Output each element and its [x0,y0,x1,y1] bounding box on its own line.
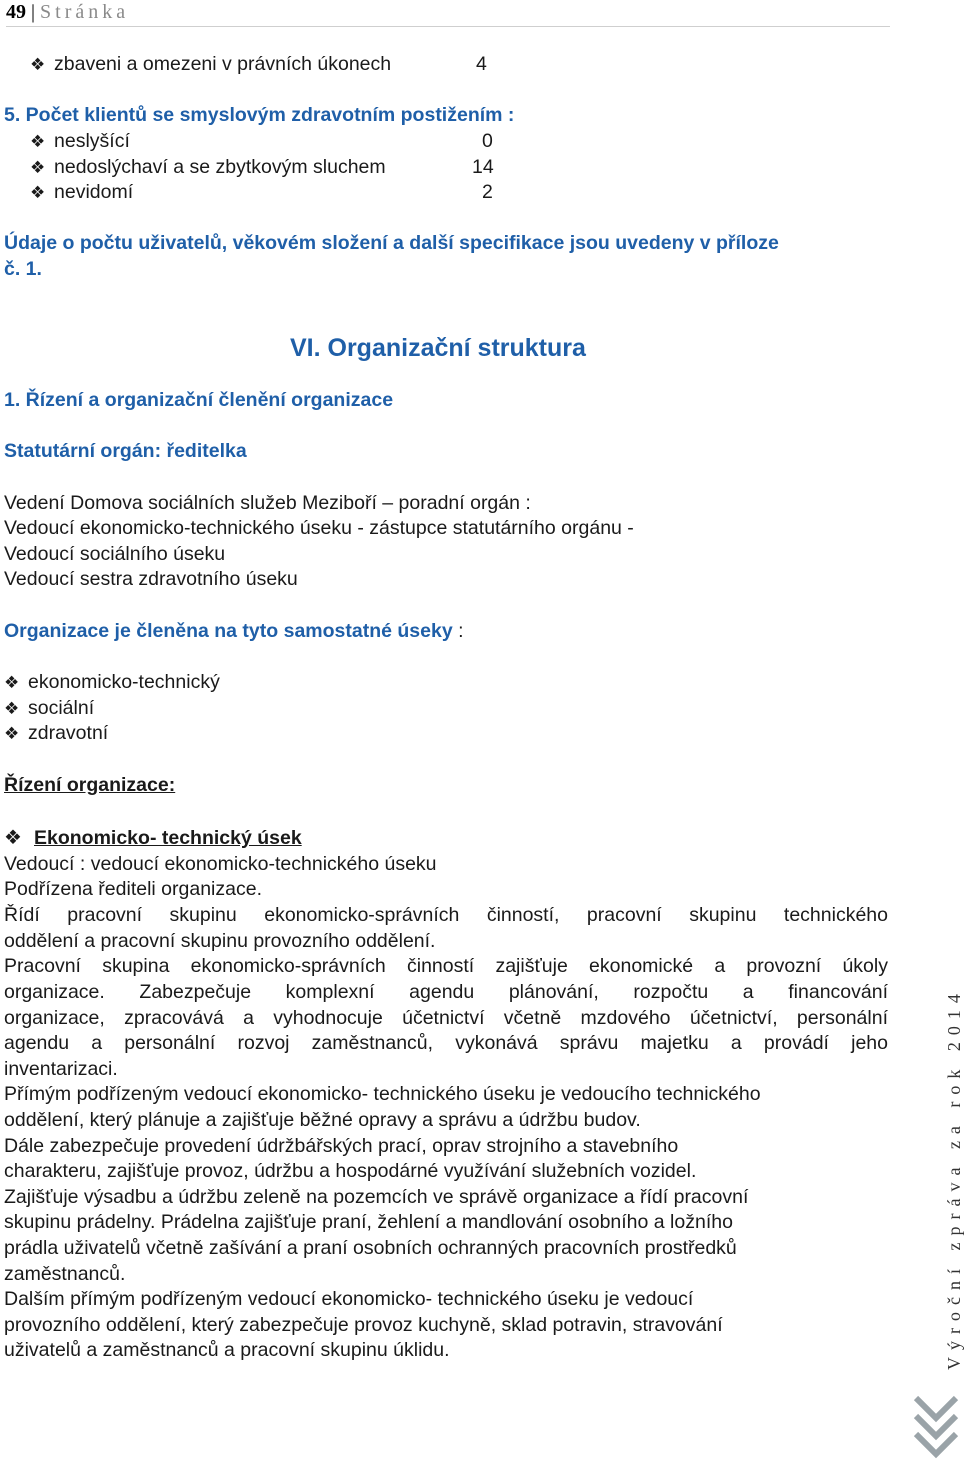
sidebar-label: Výroční zpráva za rok 2014 [944,987,964,1370]
list-item: ❖ zdravotní [4,722,109,744]
eco-line: Zajišťuje výsadbu a údržbu zeleně na pozemcích ve správě organizace a řídí pracovní [4,1186,749,1208]
eco-line: agendu a personální rozvoj zaměstnanců, vykonává správu majetku a provádí jeho [4,1032,888,1054]
page-number: 49 [6,1,26,23]
statutory-body: Statutární orgán: ředitelka [4,440,247,462]
annual-report-sidebar [918,987,964,1370]
page-word: Stránka [40,1,130,23]
eco-line: skupinu prádelny. Prádelna zajišťuje praní, žehlení a mandlování osobního a ložního [4,1211,733,1233]
chevron-down-icon [912,1392,960,1468]
eco-line: Řídí pracovní skupinu ekonomicko-správních činností, pracovní skupinu technického [4,904,888,926]
eco-line: oddělení, který plánuje a zajišťuje běžné opravy a správu a údržbu budov. [4,1109,641,1131]
eco-line: oddělení a pracovní skupinu provozního oddělení. [4,930,436,952]
list-item: ❖ ekonomicko-technický [4,671,220,693]
eco-line: Dalším přímým podřízeným vedoucí ekonomicko- technického úseku je vedoucí [4,1288,694,1310]
diamond-bullet-icon: ❖ [4,673,20,692]
attachment-note-line1: Údaje o počtu uživatelů, věkovém složení a další specifikace jsou uvedeny v příloze [4,232,779,254]
list-item: ❖ nedoslýchaví a se zbytkovým sluchem 14 [30,156,494,178]
diamond-bullet-icon: ❖ [4,699,20,718]
diamond-bullet-icon: ❖ [30,55,46,74]
diamond-bullet-icon: ❖ [30,132,46,151]
eco-line: prádla uživatelů včetně zašívání a praní osobních ochranných pracovních prostředků [4,1237,737,1259]
management-heading: Řízení organizace: [4,774,176,796]
eco-line: provozního oddělení, který zabezpečuje provoz kuchyně, sklad potravin, stravování [4,1314,723,1336]
diamond-bullet-icon: ❖ [4,827,22,849]
eco-line: uživatelů a zaměstnanců a pracovní skupinu úklidu. [4,1339,450,1361]
eco-section-heading: ❖ Ekonomicko- technický úsek [4,827,302,849]
eco-line: Podřízena řediteli organizace. [4,878,262,900]
list-item: ❖ sociální [4,697,95,719]
attachment-note-line2: č. 1. [4,258,42,280]
diamond-bullet-icon: ❖ [4,724,20,743]
diamond-bullet-icon: ❖ [30,158,46,177]
subsection-1-heading: 1. Řízení a organizační členění organizace [4,389,394,411]
diamond-bullet-icon: ❖ [30,183,46,202]
mgmt-line: Vedoucí sociálního úseku [4,543,226,565]
divided-sentence: Organizace je členěna na tyto samostatné úseky : [4,620,464,642]
page-header [6,0,890,27]
eco-line: charakteru, zajišťuje provoz, údržbu a hospodárné využívání služebních vozidel. [4,1160,697,1182]
mgmt-line: Vedoucí ekonomicko-technického úseku - zástupce statutárního orgánu - [4,517,634,539]
chapter-title: VI. Organizační struktura [290,334,586,362]
page-separator: | [31,1,36,23]
list-item: ❖ neslyšící 0 [30,130,493,152]
mgmt-line: Vedení Domova sociálních služeb Meziboří – poradní orgán : [4,492,531,514]
eco-line: inventarizaci. [4,1058,118,1080]
eco-line: Přímým podřízeným vedoucí ekonomicko- technického úseku je vedoucího technického [4,1083,761,1105]
list-item: ❖ nevidomí 2 [30,181,493,203]
list-item: ❖ zbaveni a omezeni v právních úkonech 4 [30,53,487,75]
eco-line: organizace, zpracovává a vyhodnocuje účetnictví včetně mzdového účetnictví, personální [4,1007,888,1029]
eco-line: zaměstnanců. [4,1263,126,1285]
eco-line: Pracovní skupina ekonomicko-správních činností zajišťuje ekonomické a provozní úkoly [4,955,888,977]
mgmt-line: Vedoucí sestra zdravotního úseku [4,568,298,590]
eco-line: Vedoucí : vedoucí ekonomicko-technického úseku [4,853,437,875]
section-5-heading: 5. Počet klientů se smyslovým zdravotním postižením : [4,104,515,126]
eco-line: organizace. Zabezpečuje komplexní agendu plánování, rozpočtu a financování [4,981,888,1003]
eco-line: Dále zabezpečuje provedení údržbářských prací, oprav strojního a stavebního [4,1135,679,1157]
